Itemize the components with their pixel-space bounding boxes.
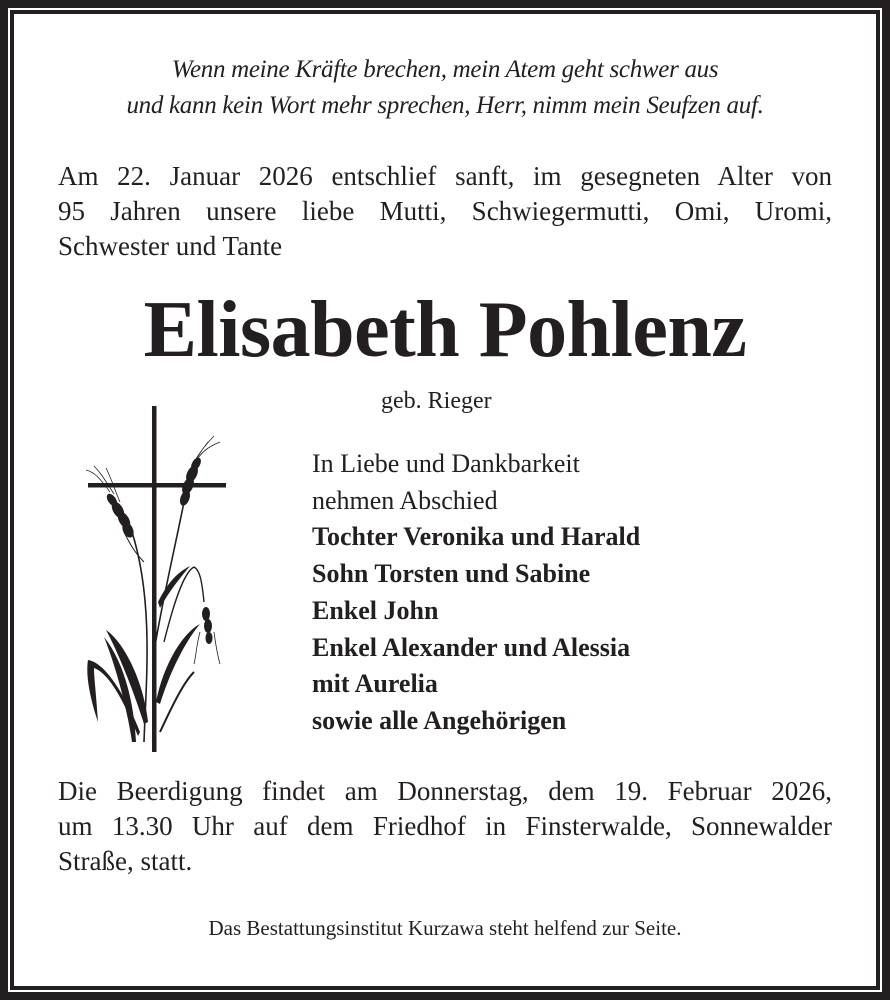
- verse-line-1: Wenn meine Kräfte brechen, mein Atem geht schwer aus: [171, 56, 719, 83]
- funeral-details: [58, 774, 832, 879]
- death-announcement: [58, 159, 832, 264]
- mourner-name: Tochter Veronika und Harald: [312, 522, 641, 552]
- cross-with-wheat-icon: [84, 402, 234, 756]
- verse-line-2: und kann kein Wort mehr sprechen, Herr, nimm mein Seufzen auf.: [126, 92, 764, 119]
- announcement-line-3: Schwester und Tante: [58, 231, 283, 261]
- mourner-name: Enkel John: [312, 595, 439, 625]
- undertaker-note: Das Bestattungsinstitut Kurzawa steht helfend zur Seite.: [208, 916, 682, 940]
- funeral-line-1: Die Beerdigung findet am Donnerstag, dem 19. Februar 2026,: [58, 776, 832, 806]
- mourners-intro-line-1: In Liebe und Dankbarkeit: [312, 449, 580, 478]
- funeral-line-2: um 13.30 Uhr auf dem Friedhof in Finsterwalde, Sonnewalder: [58, 811, 832, 841]
- funeral-line-3: Straße, statt.: [58, 846, 193, 876]
- announcement-line-2: 95 Jahren unsere liebe Mutti, Schwiegermutti, Omi, Uromi,: [58, 196, 832, 226]
- mourners-list: [312, 446, 640, 740]
- mourner-name: Enkel Alexander und Alessia: [312, 632, 631, 662]
- maiden-name: geb. Rieger: [381, 388, 492, 414]
- bible-verse: [0, 52, 890, 124]
- announcement-line-1: Am 22. Januar 2026 entschlief sanft, im gesegneten Alter von: [58, 161, 832, 191]
- mourner-name: Sohn Torsten und Sabine: [312, 559, 591, 589]
- mourner-name: sowie alle Angehörigen: [312, 705, 567, 735]
- mourners-intro-line-2: nehmen Abschied: [312, 485, 498, 515]
- deceased-name: Elisabeth Pohlenz: [143, 286, 747, 374]
- mourner-name: mit Aurelia: [312, 669, 438, 699]
